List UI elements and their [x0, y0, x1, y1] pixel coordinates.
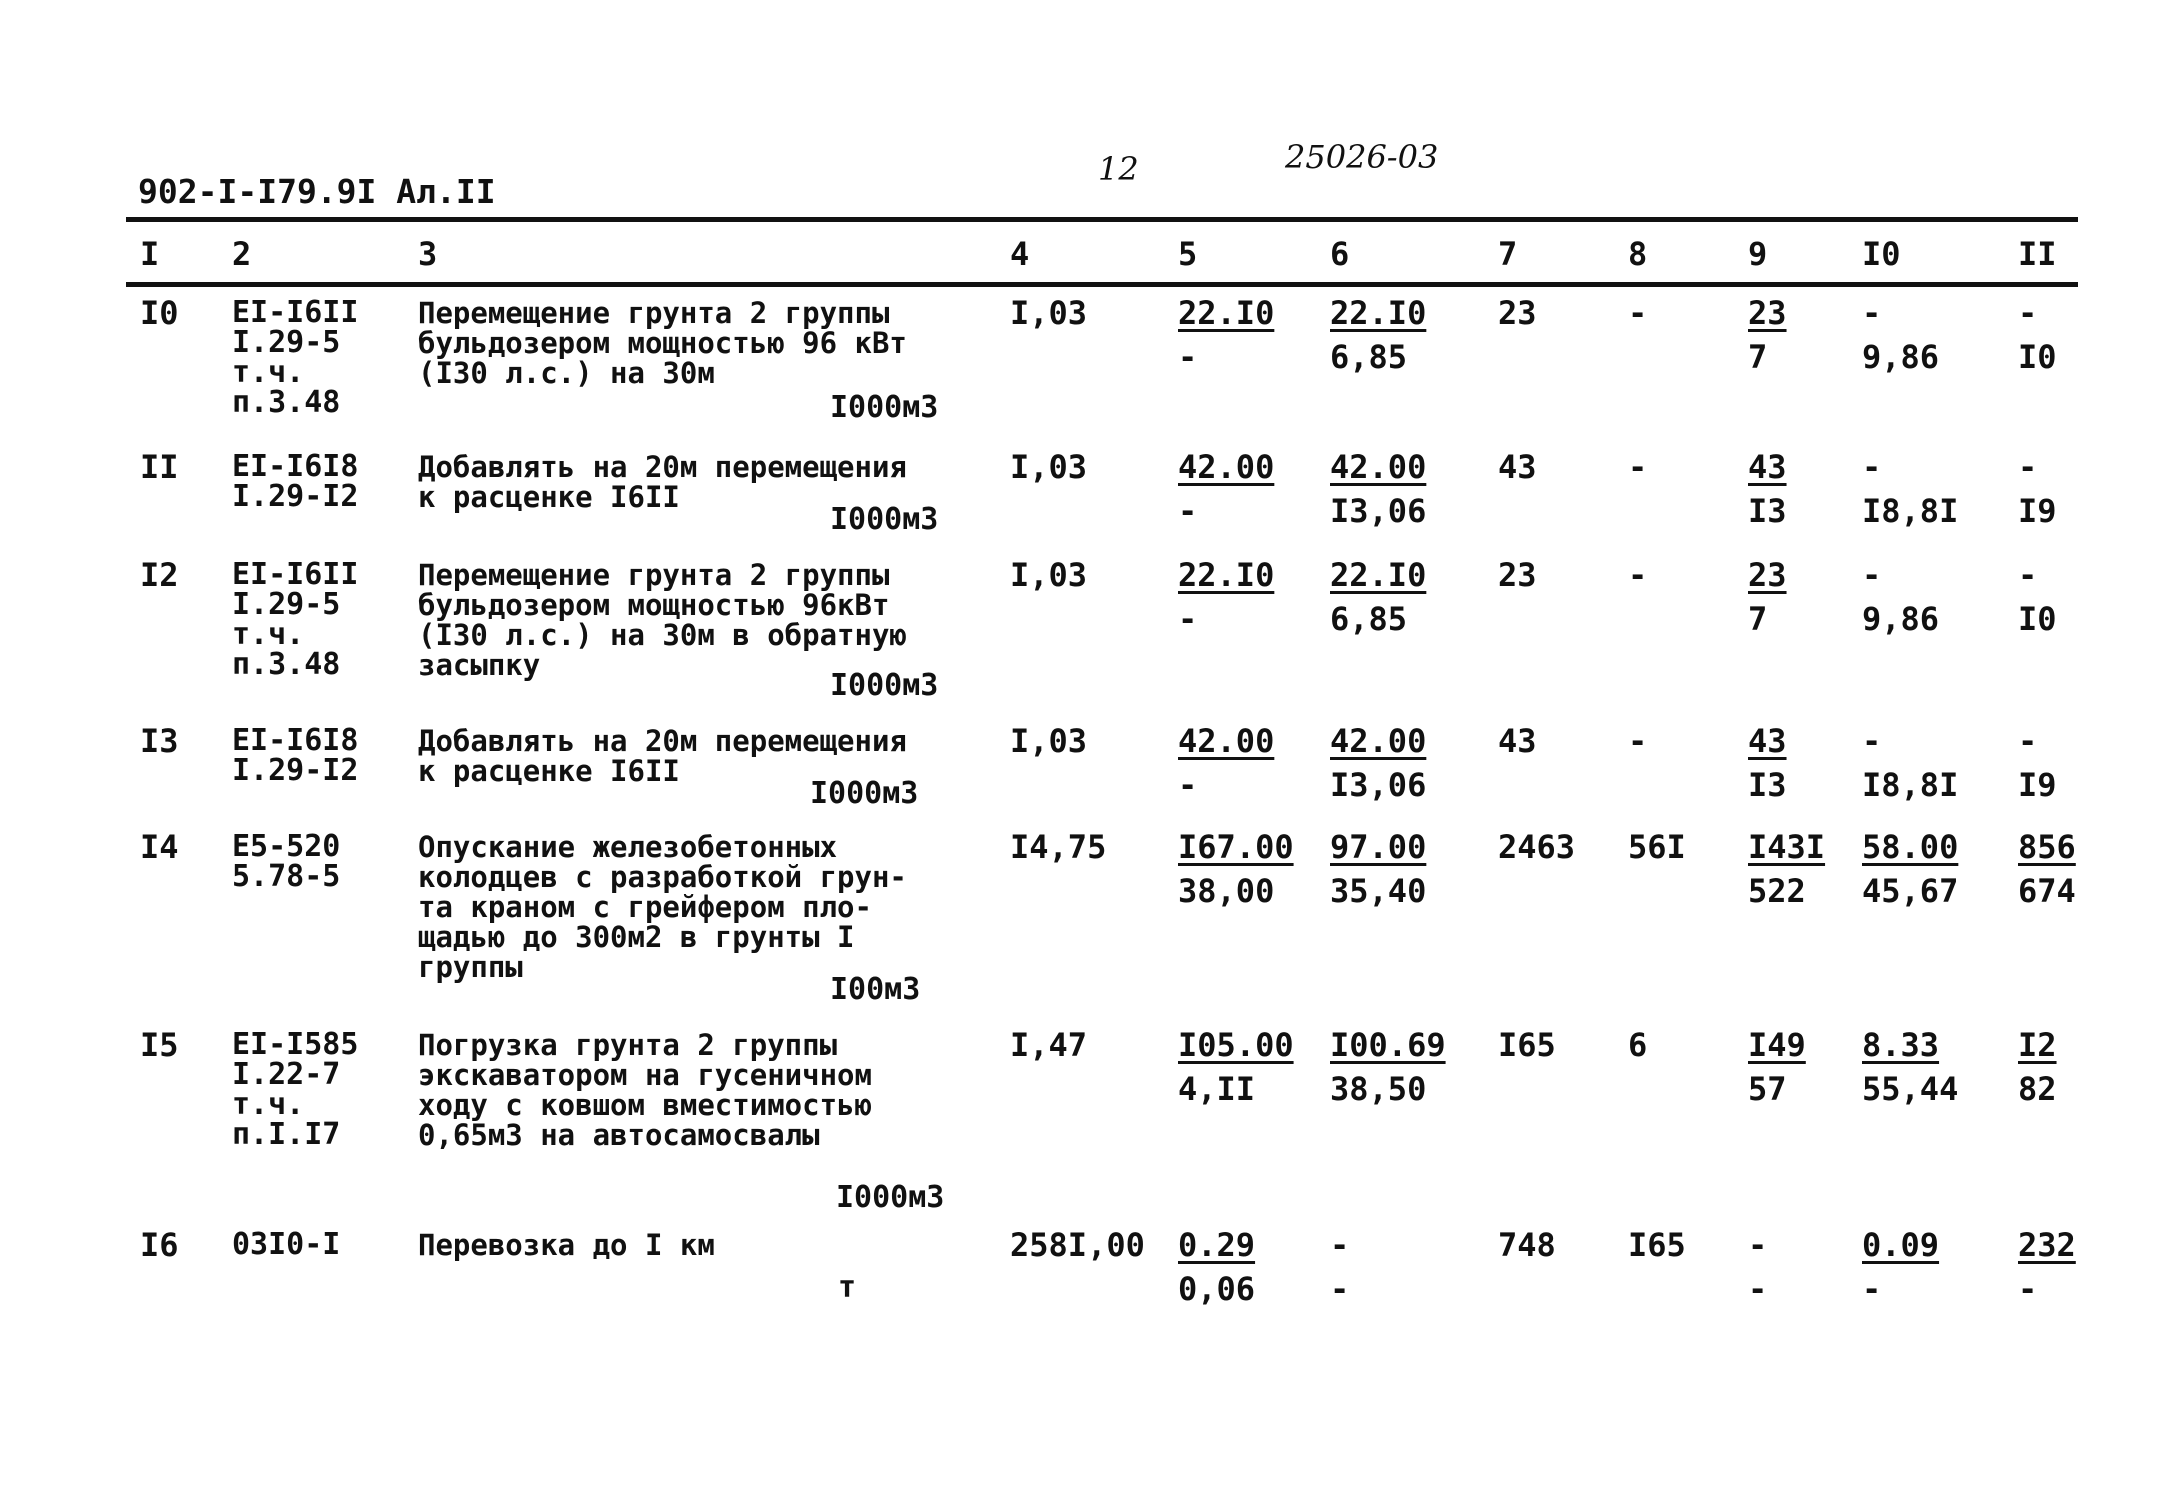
- total-wages: 6: [1628, 1026, 1648, 1064]
- total-cost: 43: [1498, 722, 1537, 760]
- unit-cost-operator-wages: I3,06: [1330, 766, 1427, 804]
- unit-of-measure: I000м3: [830, 502, 939, 537]
- header-top-rule: [126, 217, 2078, 222]
- unit-cost-wages: 4,II: [1178, 1070, 1256, 1108]
- total-machines: I49: [1748, 1026, 1806, 1064]
- labor-total: I2: [2018, 1026, 2057, 1064]
- unit-cost-total: 22.I0: [1178, 294, 1275, 332]
- unit-cost-total: 0.29: [1178, 1226, 1256, 1264]
- labor-unit: -: [1862, 448, 1882, 486]
- total-machines: 43: [1748, 722, 1787, 760]
- document-code: 902-I-I79.9I Ал.II: [138, 172, 496, 211]
- labor-unit-machines: 9,86: [1862, 338, 1940, 376]
- quantity: I,03: [1010, 722, 1088, 760]
- unit-cost-total: 42.00: [1178, 722, 1275, 760]
- labor-total-machines: -: [2018, 1270, 2038, 1308]
- row-number: I4: [140, 828, 179, 866]
- labor-total: -: [2018, 294, 2038, 332]
- total-operator-wages: -: [1748, 1270, 1768, 1308]
- unit-cost-wages: -: [1178, 338, 1198, 376]
- labor-total-machines: 674: [2018, 872, 2076, 910]
- column-header-8: 8: [1628, 235, 1648, 273]
- work-description: Перемещение грунта 2 группы бульдозером мощностью 96 кВт (I30 л.с.) на 30м: [418, 296, 907, 390]
- labor-unit-machines: 55,44: [1862, 1070, 1959, 1108]
- labor-total: 856: [2018, 828, 2076, 866]
- unit-cost-total: I05.00: [1178, 1026, 1294, 1064]
- total-machines: 23: [1748, 556, 1787, 594]
- unit-cost-operator-wages: 38,50: [1330, 1070, 1427, 1108]
- labor-unit: -: [1862, 294, 1882, 332]
- unit-cost-total: 42.00: [1178, 448, 1275, 486]
- unit-cost-wages: 38,00: [1178, 872, 1275, 910]
- labor-total-machines: I0: [2018, 600, 2057, 638]
- unit-cost-wages: -: [1178, 600, 1198, 638]
- labor-total-machines: I9: [2018, 766, 2057, 804]
- work-description: Погрузка грунта 2 группы экскаватором на гусеничном ходу с ковшом вместимостью 0,65м3 на автосамосвалы: [418, 1028, 872, 1152]
- page-number: 12: [1098, 150, 1139, 188]
- total-operator-wages: 522: [1748, 872, 1806, 910]
- work-description: Добавлять на 20м перемещения к расценке I6II: [418, 724, 907, 788]
- resource-code: EI-I6II I.29-5 т.ч. п.3.48: [232, 295, 359, 420]
- work-description: Перевозка до I км: [418, 1228, 715, 1262]
- labor-total-machines: I0: [2018, 338, 2057, 376]
- resource-code: EI-I6II I.29-5 т.ч. п.3.48: [232, 557, 359, 682]
- unit-cost-machines: 22.I0: [1330, 556, 1427, 594]
- total-operator-wages: 7: [1748, 338, 1768, 376]
- unit-cost-machines: -: [1330, 1226, 1350, 1264]
- resource-code: 03I0-I: [232, 1227, 341, 1262]
- header-bottom-rule: [126, 282, 2078, 287]
- labor-total: -: [2018, 448, 2038, 486]
- total-wages: -: [1628, 448, 1648, 486]
- unit-cost-operator-wages: I3,06: [1330, 492, 1427, 530]
- resource-code: EI-I6I8 I.29-I2: [232, 723, 359, 788]
- column-header-1: I: [140, 235, 160, 273]
- total-operator-wages: 7: [1748, 600, 1768, 638]
- total-wages: -: [1628, 556, 1648, 594]
- unit-of-measure: I000м3: [830, 390, 939, 425]
- work-description: Опускание железобетонных колодцев с разработкой грун- та краном с грейфером пло- щадью до 300м2 в грунты I группы: [418, 830, 907, 984]
- total-operator-wages: 57: [1748, 1070, 1787, 1108]
- column-header-4: 4: [1010, 235, 1030, 273]
- total-cost: 748: [1498, 1226, 1556, 1264]
- column-header-6: 6: [1330, 235, 1350, 273]
- unit-cost-wages: -: [1178, 766, 1198, 804]
- row-number: I6: [140, 1226, 179, 1264]
- quantity: I,47: [1010, 1026, 1088, 1064]
- unit-cost-total: I67.00: [1178, 828, 1294, 866]
- labor-total: -: [2018, 722, 2038, 760]
- row-number: I5: [140, 1026, 179, 1064]
- column-header-10: I0: [1862, 235, 1901, 273]
- resource-code: EI-I585 I.22-7 т.ч. п.I.I7: [232, 1027, 359, 1152]
- row-number: II: [140, 448, 179, 486]
- quantity: I,03: [1010, 294, 1088, 332]
- unit-of-measure: I000м3: [830, 668, 939, 703]
- labor-total-machines: 82: [2018, 1070, 2057, 1108]
- unit-cost-operator-wages: -: [1330, 1270, 1350, 1308]
- labor-unit-machines: I8,8I: [1862, 492, 1959, 530]
- labor-unit-machines: 9,86: [1862, 600, 1940, 638]
- unit-of-measure: I000м3: [836, 1180, 945, 1215]
- total-machines: 23: [1748, 294, 1787, 332]
- column-header-9: 9: [1748, 235, 1768, 273]
- total-wages: 56I: [1628, 828, 1686, 866]
- unit-cost-wages: -: [1178, 492, 1198, 530]
- unit-of-measure: I00м3: [830, 972, 921, 1007]
- labor-total-machines: I9: [2018, 492, 2057, 530]
- row-number: I0: [140, 294, 179, 332]
- quantity: I,03: [1010, 556, 1088, 594]
- unit-cost-operator-wages: 6,85: [1330, 600, 1408, 638]
- total-wages: -: [1628, 722, 1648, 760]
- total-cost: 43: [1498, 448, 1537, 486]
- row-number: I3: [140, 722, 179, 760]
- total-cost: 23: [1498, 556, 1537, 594]
- labor-unit-machines: -: [1862, 1270, 1882, 1308]
- quantity: 258I,00: [1010, 1226, 1145, 1264]
- archive-number: 25026-03: [1285, 138, 1439, 176]
- quantity: I4,75: [1010, 828, 1107, 866]
- total-wages: I65: [1628, 1226, 1686, 1264]
- total-operator-wages: I3: [1748, 766, 1787, 804]
- total-operator-wages: I3: [1748, 492, 1787, 530]
- total-machines: 43: [1748, 448, 1787, 486]
- column-header-7: 7: [1498, 235, 1518, 273]
- column-header-11: II: [2018, 235, 2057, 273]
- unit-of-measure: т: [838, 1270, 857, 1305]
- column-header-5: 5: [1178, 235, 1198, 273]
- unit-cost-wages: 0,06: [1178, 1270, 1256, 1308]
- total-machines: -: [1748, 1226, 1768, 1264]
- column-header-3: 3: [418, 235, 438, 273]
- total-cost: 2463: [1498, 828, 1576, 866]
- labor-unit: 58.00: [1862, 828, 1959, 866]
- labor-unit: -: [1862, 556, 1882, 594]
- unit-cost-machines: 22.I0: [1330, 294, 1427, 332]
- labor-total: 232: [2018, 1226, 2076, 1264]
- unit-cost-operator-wages: 35,40: [1330, 872, 1427, 910]
- unit-of-measure: I000м3: [810, 776, 919, 811]
- labor-unit-machines: 45,67: [1862, 872, 1959, 910]
- work-description: Добавлять на 20м перемещения к расценке I6II: [418, 450, 907, 514]
- total-cost: I65: [1498, 1026, 1556, 1064]
- unit-cost-total: 22.I0: [1178, 556, 1275, 594]
- resource-code: E5-520 5.78-5: [232, 829, 341, 894]
- unit-cost-machines: I00.69: [1330, 1026, 1446, 1064]
- quantity: I,03: [1010, 448, 1088, 486]
- total-machines: I43I: [1748, 828, 1826, 866]
- work-description: Перемещение грунта 2 группы бульдозером мощностью 96кВт (I30 л.с.) на 30м в обратную засыпку: [418, 558, 907, 682]
- unit-cost-operator-wages: 6,85: [1330, 338, 1408, 376]
- labor-unit: -: [1862, 722, 1882, 760]
- labor-unit: 8.33: [1862, 1026, 1940, 1064]
- labor-unit: 0.09: [1862, 1226, 1940, 1264]
- unit-cost-machines: 42.00: [1330, 722, 1427, 760]
- unit-cost-machines: 42.00: [1330, 448, 1427, 486]
- labor-unit-machines: I8,8I: [1862, 766, 1959, 804]
- resource-code: EI-I6I8 I.29-I2: [232, 449, 359, 514]
- row-number: I2: [140, 556, 179, 594]
- labor-total: -: [2018, 556, 2038, 594]
- total-cost: 23: [1498, 294, 1537, 332]
- total-wages: -: [1628, 294, 1648, 332]
- unit-cost-machines: 97.00: [1330, 828, 1427, 866]
- column-header-2: 2: [232, 235, 252, 273]
